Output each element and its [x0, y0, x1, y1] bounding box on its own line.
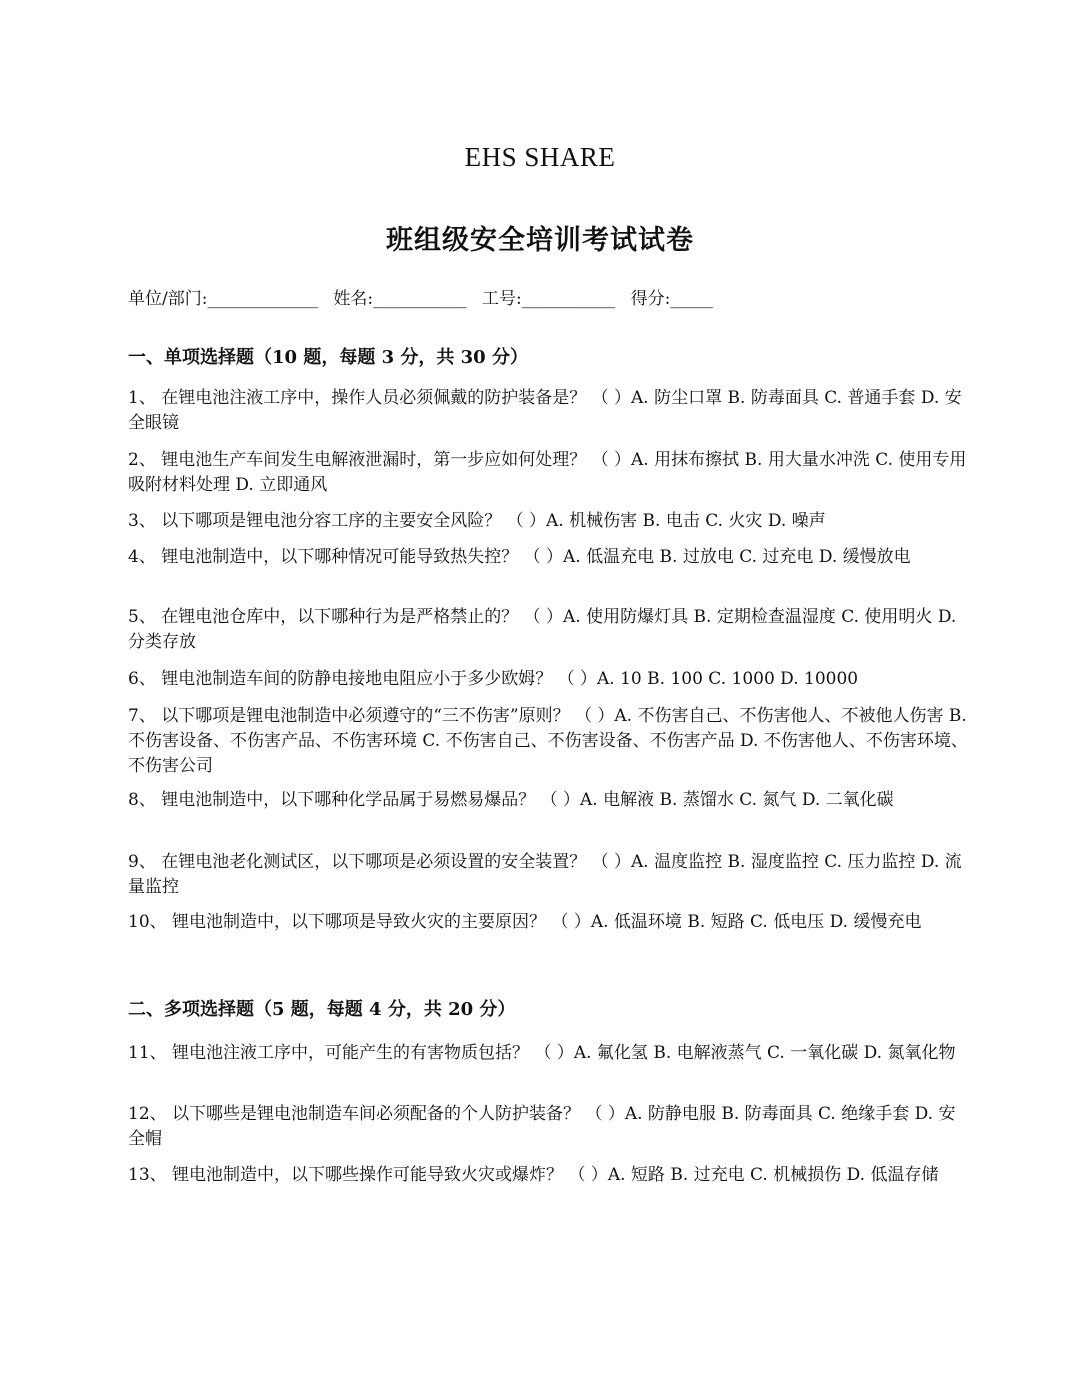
- question-1: 1、 在锂电池注液工序中，操作人员必须佩戴的防护装备是？ （ ）A. 防尘口罩 B. 防毒面具 C. 普通手套 D. 安全眼镜: [128, 388, 962, 433]
- question-3: 3、 以下哪项是锂电池分容工序的主要安全风险？ （ ）A. 机械伤害 B. 电击 C. 火灾 D. 噪声: [128, 511, 826, 531]
- question-4: 4、 锂电池制造中，以下哪种情况可能导致热失控？ （ ）A. 低温充电 B. 过放电 C. 过充电 D. 缓慢放电: [128, 547, 911, 567]
- question-8: 8、 锂电池制造中，以下哪种化学品属于易燃易爆品？ （ ）A. 电解液 B. 蒸馏水 C. 氮气 D. 二氧化碳: [128, 790, 894, 810]
- question-5: 5、 在锂电池仓库中，以下哪种行为是严格禁止的？ （ ）A. 使用防爆灯具 B. 定期检查温湿度 C. 使用明火 D. 分类存放: [128, 607, 957, 652]
- unit-field[interactable]: 单位/部门:_____________: [128, 289, 318, 309]
- section-heading-single: 一、单项选择题（10 题，每题 3 分，共 30 分）: [128, 347, 528, 368]
- question-6: 6、 锂电池制造车间的防静电接地电阻应小于多少欧姆？ （ ）A. 10 B. 100 C. 1000 D. 10000: [128, 669, 859, 689]
- page-title: 班组级安全培训考试试卷: [386, 225, 694, 256]
- info-line: [128, 284, 723, 309]
- id-field[interactable]: 工号:___________: [482, 289, 616, 309]
- name-field[interactable]: 姓名:___________: [333, 289, 467, 309]
- section-heading-multiple: 二、多项选择题（5 题，每题 4 分，共 20 分）: [128, 999, 516, 1020]
- question-11: 11、 锂电池注液工序中，可能产生的有害物质包括？ （ ）A. 氟化氢 B. 电解液蒸气 C. 一氧化碳 D. 氮氧化物: [128, 1043, 956, 1063]
- question-9: 9、 在锂电池老化测试区，以下哪项是必须设置的安全装置？ （ ）A. 温度监控 B. 湿度监控 C. 压力监控 D. 流量监控: [128, 852, 962, 897]
- question-7: 7、 以下哪项是锂电池制造中必须遵守的“三不伤害”原则？ （ ）A. 不伤害自己、不伤害他人、不被他人伤害 B. 不伤害设备、不伤害产品、不伤害环境 C. 不伤害自己、不伤害设备、不伤害产品 D. 不伤害他人、不伤害环境、不伤害公司: [128, 706, 968, 776]
- question-2: 2、 锂电池生产车间发生电解液泄漏时，第一步应如何处理？ （ ）A. 用抹布擦拭 B. 用大量水冲洗 C. 使用专用吸附材料处理 D. 立即通风: [128, 450, 967, 495]
- question-10: 10、 锂电池制造中，以下哪项是导致火灾的主要原因？ （ ）A. 低温环境 B. 短路 C. 低电压 D. 缓慢充电: [128, 912, 922, 932]
- question-13: 13、 锂电池制造中，以下哪些操作可能导致火灾或爆炸？ （ ）A. 短路 B. 过充电 C. 机械损伤 D. 低温存储: [128, 1165, 939, 1185]
- score-field[interactable]: 得分:_____: [630, 289, 713, 309]
- brand-header: EHS SHARE: [464, 142, 616, 172]
- question-12: 12、 以下哪些是锂电池制造车间必须配备的个人防护装备？ （ ）A. 防静电服 B. 防毒面具 C. 绝缘手套 D. 安全帽: [128, 1104, 956, 1149]
